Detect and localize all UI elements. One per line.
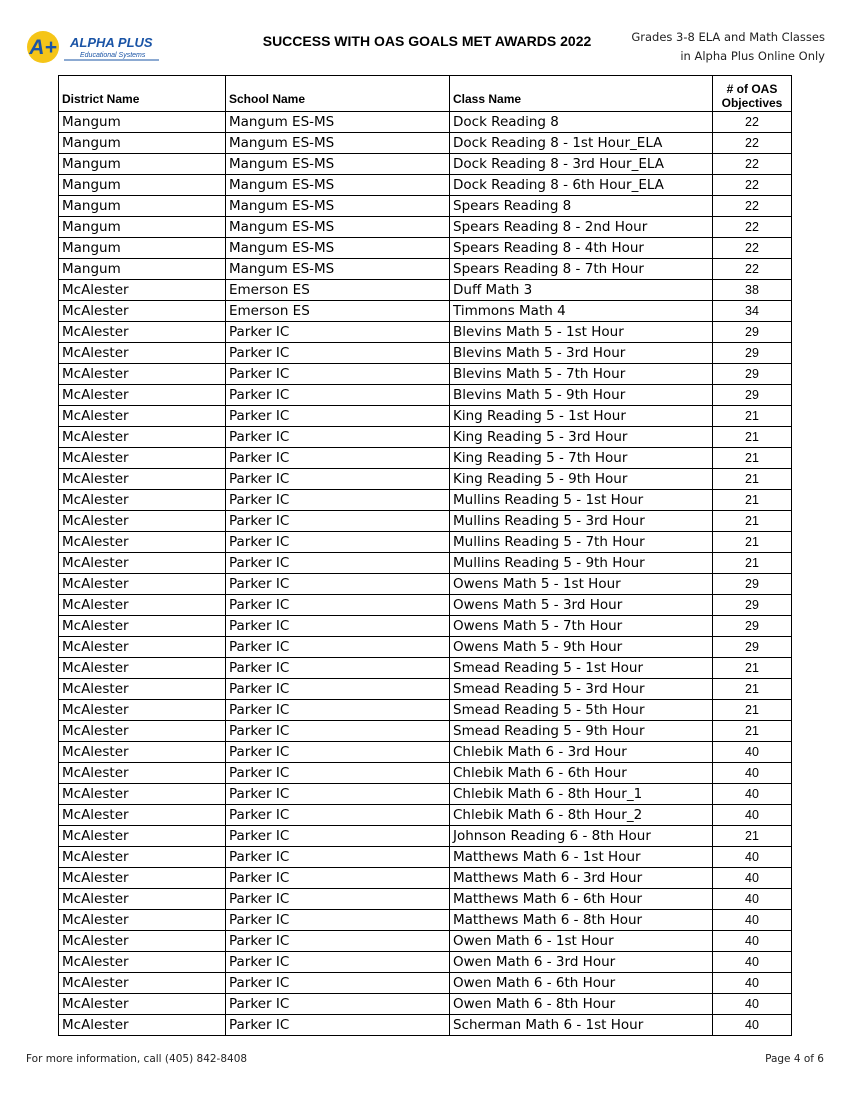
school-cell: Parker IC	[226, 973, 450, 994]
class-cell: Spears Reading 8 - 4th Hour	[450, 238, 713, 259]
school-cell: Mangum ES-MS	[226, 217, 450, 238]
table-row	[59, 490, 792, 511]
district-cell: McAlester	[59, 595, 226, 616]
school-cell: Parker IC	[226, 679, 450, 700]
district-cell: McAlester	[59, 406, 226, 427]
school-cell: Mangum ES-MS	[226, 238, 450, 259]
district-cell: McAlester	[59, 448, 226, 469]
objectives-cell: 29	[713, 637, 792, 658]
header-school-name: School Name	[226, 76, 450, 112]
district-cell: McAlester	[59, 1015, 226, 1036]
district-cell: McAlester	[59, 952, 226, 973]
report-subtitle	[631, 28, 825, 66]
district-cell: McAlester	[59, 322, 226, 343]
school-cell: Mangum ES-MS	[226, 112, 450, 133]
class-cell: Dock Reading 8 - 3rd Hour_ELA	[450, 154, 713, 175]
objectives-cell: 29	[713, 385, 792, 406]
school-cell: Parker IC	[226, 952, 450, 973]
class-cell: Owens Math 5 - 1st Hour	[450, 574, 713, 595]
class-cell: Mullins Reading 5 - 3rd Hour	[450, 511, 713, 532]
objectives-cell: 21	[713, 427, 792, 448]
class-cell: King Reading 5 - 7th Hour	[450, 448, 713, 469]
district-cell: Mangum	[59, 217, 226, 238]
class-cell: Chlebik Math 6 - 8th Hour_1	[450, 784, 713, 805]
table-row	[59, 742, 792, 763]
table-row	[59, 280, 792, 301]
objectives-cell: 22	[713, 238, 792, 259]
table-row	[59, 658, 792, 679]
district-cell: McAlester	[59, 889, 226, 910]
district-cell: McAlester	[59, 364, 226, 385]
school-cell: Parker IC	[226, 658, 450, 679]
objectives-cell: 21	[713, 553, 792, 574]
objectives-cell: 21	[713, 406, 792, 427]
footer-contact: For more information, call (405) 842-8408	[26, 1053, 248, 1065]
class-cell: Mullins Reading 5 - 9th Hour	[450, 553, 713, 574]
class-cell: Matthews Math 6 - 6th Hour	[450, 889, 713, 910]
class-cell: Owens Math 5 - 7th Hour	[450, 616, 713, 637]
district-cell: McAlester	[59, 931, 226, 952]
class-cell: Owen Math 6 - 1st Hour	[450, 931, 713, 952]
school-cell: Parker IC	[226, 931, 450, 952]
district-cell: McAlester	[59, 973, 226, 994]
district-cell: McAlester	[59, 658, 226, 679]
class-cell: Smead Reading 5 - 9th Hour	[450, 721, 713, 742]
svg-text:Educational Systems: Educational Systems	[80, 52, 146, 59]
table-row	[59, 763, 792, 784]
class-cell: Chlebik Math 6 - 3rd Hour	[450, 742, 713, 763]
objectives-cell: 29	[713, 616, 792, 637]
district-cell: McAlester	[59, 826, 226, 847]
table-row	[59, 784, 792, 805]
district-cell: McAlester	[59, 385, 226, 406]
objectives-cell: 21	[713, 448, 792, 469]
objectives-cell: 22	[713, 196, 792, 217]
district-cell: Mangum	[59, 154, 226, 175]
table-row	[59, 343, 792, 364]
objectives-cell: 40	[713, 952, 792, 973]
table-row	[59, 322, 792, 343]
table-row	[59, 133, 792, 154]
school-cell: Parker IC	[226, 637, 450, 658]
table-row	[59, 910, 792, 931]
class-cell: Blevins Math 5 - 1st Hour	[450, 322, 713, 343]
school-cell: Mangum ES-MS	[226, 175, 450, 196]
table-row	[59, 616, 792, 637]
school-cell: Mangum ES-MS	[226, 196, 450, 217]
objectives-cell: 22	[713, 133, 792, 154]
objectives-cell: 21	[713, 658, 792, 679]
table-row	[59, 700, 792, 721]
objectives-cell: 38	[713, 280, 792, 301]
table-row	[59, 175, 792, 196]
objectives-cell: 40	[713, 784, 792, 805]
district-cell: McAlester	[59, 490, 226, 511]
district-cell: McAlester	[59, 343, 226, 364]
subtitle-line-2: in Alpha Plus Online Only	[680, 49, 825, 63]
table-row	[59, 112, 792, 133]
class-cell: Matthews Math 6 - 3rd Hour	[450, 868, 713, 889]
school-cell: Parker IC	[226, 406, 450, 427]
class-cell: Owens Math 5 - 9th Hour	[450, 637, 713, 658]
svg-text:ALPHA PLUS: ALPHA PLUS	[70, 35, 153, 50]
table-row	[59, 889, 792, 910]
district-cell: McAlester	[59, 700, 226, 721]
district-cell: McAlester	[59, 532, 226, 553]
table-row	[59, 994, 792, 1015]
table-row	[59, 427, 792, 448]
class-cell: Smead Reading 5 - 5th Hour	[450, 700, 713, 721]
class-cell: Duff Math 3	[450, 280, 713, 301]
school-cell: Emerson ES	[226, 280, 450, 301]
district-cell: McAlester	[59, 910, 226, 931]
table-row	[59, 448, 792, 469]
table-row	[59, 595, 792, 616]
table-row	[59, 154, 792, 175]
class-cell: Owen Math 6 - 8th Hour	[450, 994, 713, 1015]
table-row	[59, 469, 792, 490]
awards-table	[58, 75, 792, 1036]
school-cell: Parker IC	[226, 364, 450, 385]
school-cell: Parker IC	[226, 385, 450, 406]
class-cell: Blevins Math 5 - 9th Hour	[450, 385, 713, 406]
table-row	[59, 532, 792, 553]
objectives-cell: 34	[713, 301, 792, 322]
school-cell: Parker IC	[226, 784, 450, 805]
table-row	[59, 574, 792, 595]
table-row	[59, 931, 792, 952]
school-cell: Parker IC	[226, 322, 450, 343]
objectives-cell: 40	[713, 763, 792, 784]
class-cell: Owen Math 6 - 6th Hour	[450, 973, 713, 994]
class-cell: Scherman Math 6 - 1st Hour	[450, 1015, 713, 1036]
objectives-cell: 29	[713, 364, 792, 385]
school-cell: Mangum ES-MS	[226, 154, 450, 175]
objectives-cell: 29	[713, 595, 792, 616]
class-cell: Owens Math 5 - 3rd Hour	[450, 595, 713, 616]
objectives-cell: 40	[713, 889, 792, 910]
school-cell: Parker IC	[226, 343, 450, 364]
table-row	[59, 973, 792, 994]
objectives-cell: 40	[713, 742, 792, 763]
table-row	[59, 868, 792, 889]
objectives-cell: 40	[713, 910, 792, 931]
table-row	[59, 847, 792, 868]
class-cell: Chlebik Math 6 - 6th Hour	[450, 763, 713, 784]
class-cell: Smead Reading 5 - 1st Hour	[450, 658, 713, 679]
objectives-cell: 29	[713, 343, 792, 364]
class-cell: Chlebik Math 6 - 8th Hour_2	[450, 805, 713, 826]
table-row	[59, 952, 792, 973]
school-cell: Parker IC	[226, 532, 450, 553]
school-cell: Parker IC	[226, 490, 450, 511]
header-oas-objectives-line-1: # of OAS	[726, 82, 778, 96]
header-oas-objectives	[713, 76, 792, 112]
district-cell: Mangum	[59, 133, 226, 154]
class-cell: Dock Reading 8 - 6th Hour_ELA	[450, 175, 713, 196]
table-row	[59, 238, 792, 259]
svg-text:A+: A+	[29, 36, 57, 59]
objectives-cell: 40	[713, 847, 792, 868]
objectives-cell: 21	[713, 826, 792, 847]
district-cell: McAlester	[59, 280, 226, 301]
district-cell: Mangum	[59, 112, 226, 133]
school-cell: Parker IC	[226, 721, 450, 742]
table-row	[59, 217, 792, 238]
district-cell: McAlester	[59, 742, 226, 763]
district-cell: McAlester	[59, 994, 226, 1015]
table-body	[59, 112, 792, 1036]
district-cell: McAlester	[59, 427, 226, 448]
school-cell: Mangum ES-MS	[226, 259, 450, 280]
table-row	[59, 805, 792, 826]
objectives-cell: 21	[713, 700, 792, 721]
class-cell: Blevins Math 5 - 3rd Hour	[450, 343, 713, 364]
alpha-plus-logo	[26, 30, 166, 66]
district-cell: McAlester	[59, 574, 226, 595]
table-row	[59, 679, 792, 700]
table-header-row	[59, 76, 792, 112]
district-cell: McAlester	[59, 763, 226, 784]
district-cell: McAlester	[59, 784, 226, 805]
district-cell: Mangum	[59, 238, 226, 259]
subtitle-line-1: Grades 3-8 ELA and Math Classes	[631, 30, 825, 44]
logo-graphic	[26, 30, 166, 66]
school-cell: Parker IC	[226, 910, 450, 931]
school-cell: Emerson ES	[226, 301, 450, 322]
objectives-cell: 22	[713, 175, 792, 196]
objectives-cell: 40	[713, 1015, 792, 1036]
district-cell: McAlester	[59, 511, 226, 532]
district-cell: McAlester	[59, 301, 226, 322]
school-cell: Parker IC	[226, 763, 450, 784]
objectives-cell: 21	[713, 721, 792, 742]
school-cell: Parker IC	[226, 889, 450, 910]
school-cell: Parker IC	[226, 994, 450, 1015]
table-row	[59, 1015, 792, 1036]
objectives-cell: 22	[713, 217, 792, 238]
school-cell: Parker IC	[226, 574, 450, 595]
district-cell: McAlester	[59, 679, 226, 700]
table-row	[59, 196, 792, 217]
school-cell: Parker IC	[226, 427, 450, 448]
class-cell: Timmons Math 4	[450, 301, 713, 322]
class-cell: Spears Reading 8 - 7th Hour	[450, 259, 713, 280]
district-cell: McAlester	[59, 553, 226, 574]
table-row	[59, 721, 792, 742]
objectives-cell: 21	[713, 679, 792, 700]
district-cell: McAlester	[59, 721, 226, 742]
district-cell: Mangum	[59, 259, 226, 280]
school-cell: Parker IC	[226, 805, 450, 826]
objectives-cell: 40	[713, 868, 792, 889]
class-cell: Dock Reading 8 - 1st Hour_ELA	[450, 133, 713, 154]
school-cell: Parker IC	[226, 616, 450, 637]
header-class-name: Class Name	[450, 76, 713, 112]
school-cell: Parker IC	[226, 1015, 450, 1036]
class-cell: King Reading 5 - 3rd Hour	[450, 427, 713, 448]
objectives-cell: 40	[713, 994, 792, 1015]
school-cell: Parker IC	[226, 700, 450, 721]
district-cell: McAlester	[59, 868, 226, 889]
table-row	[59, 364, 792, 385]
class-cell: Spears Reading 8 - 2nd Hour	[450, 217, 713, 238]
class-cell: Dock Reading 8	[450, 112, 713, 133]
header-district-name: District Name	[59, 76, 226, 112]
objectives-cell: 40	[713, 805, 792, 826]
objectives-cell: 22	[713, 154, 792, 175]
class-cell: King Reading 5 - 9th Hour	[450, 469, 713, 490]
page-title: SUCCESS WITH OAS GOALS MET AWARDS 2022	[262, 33, 592, 49]
table-row	[59, 385, 792, 406]
objectives-cell: 21	[713, 469, 792, 490]
table-row	[59, 637, 792, 658]
school-cell: Parker IC	[226, 847, 450, 868]
class-cell: Mullins Reading 5 - 1st Hour	[450, 490, 713, 511]
class-cell: Matthews Math 6 - 1st Hour	[450, 847, 713, 868]
header-oas-objectives-line-2: Objectives	[721, 96, 783, 110]
objectives-cell: 29	[713, 322, 792, 343]
class-cell: Johnson Reading 6 - 8th Hour	[450, 826, 713, 847]
school-cell: Parker IC	[226, 511, 450, 532]
district-cell: McAlester	[59, 637, 226, 658]
district-cell: McAlester	[59, 847, 226, 868]
school-cell: Parker IC	[226, 448, 450, 469]
class-cell: Mullins Reading 5 - 7th Hour	[450, 532, 713, 553]
table-row	[59, 406, 792, 427]
class-cell: Blevins Math 5 - 7th Hour	[450, 364, 713, 385]
class-cell: King Reading 5 - 1st Hour	[450, 406, 713, 427]
school-cell: Parker IC	[226, 868, 450, 889]
class-cell: Spears Reading 8	[450, 196, 713, 217]
district-cell: McAlester	[59, 616, 226, 637]
district-cell: Mangum	[59, 175, 226, 196]
table-row	[59, 511, 792, 532]
objectives-cell: 21	[713, 532, 792, 553]
school-cell: Parker IC	[226, 595, 450, 616]
district-cell: McAlester	[59, 805, 226, 826]
objectives-cell: 29	[713, 574, 792, 595]
district-cell: Mangum	[59, 196, 226, 217]
objectives-cell: 21	[713, 511, 792, 532]
class-cell: Owen Math 6 - 3rd Hour	[450, 952, 713, 973]
objectives-cell: 21	[713, 490, 792, 511]
table-row	[59, 826, 792, 847]
school-cell: Parker IC	[226, 469, 450, 490]
school-cell: Mangum ES-MS	[226, 133, 450, 154]
table-row	[59, 301, 792, 322]
district-cell: McAlester	[59, 469, 226, 490]
table-row	[59, 259, 792, 280]
school-cell: Parker IC	[226, 553, 450, 574]
objectives-cell: 40	[713, 931, 792, 952]
footer-page-number: Page 4 of 6	[765, 1053, 824, 1065]
class-cell: Matthews Math 6 - 8th Hour	[450, 910, 713, 931]
school-cell: Parker IC	[226, 826, 450, 847]
objectives-cell: 22	[713, 112, 792, 133]
table-row	[59, 553, 792, 574]
class-cell: Smead Reading 5 - 3rd Hour	[450, 679, 713, 700]
objectives-cell: 22	[713, 259, 792, 280]
objectives-cell: 40	[713, 973, 792, 994]
school-cell: Parker IC	[226, 742, 450, 763]
